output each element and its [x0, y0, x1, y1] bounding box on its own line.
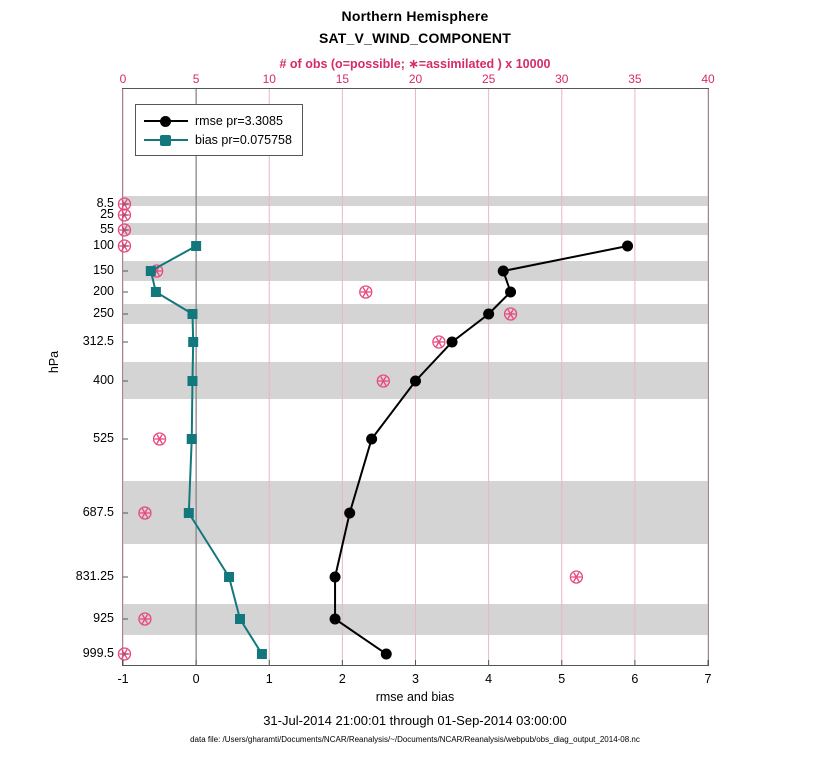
- y-tick-label: 25: [100, 207, 114, 221]
- y-tick-label: 8.5: [96, 196, 114, 210]
- top-axis-title: # of obs (o=possible; ∗=assimilated ) x 10000: [279, 57, 551, 71]
- top-x-tick-label: 0: [119, 72, 127, 86]
- chart-title-line2: SAT_V_WIND_COMPONENT: [319, 30, 511, 46]
- plot-layers: [123, 89, 708, 665]
- x-tick-label: 2: [338, 672, 346, 686]
- x-tick-label: 6: [631, 672, 639, 686]
- y-tick-label: 831.25: [75, 569, 114, 583]
- legend-label-bias: bias pr=0.075758: [195, 132, 292, 147]
- top-x-tick-label: 30: [555, 72, 569, 86]
- legend-item-bias: [144, 130, 292, 149]
- top-x-tick-label: 5: [192, 72, 200, 86]
- x-axis-title: rmse and bias: [375, 690, 455, 704]
- x-tick-label: 7: [704, 672, 712, 686]
- legend-item-rmse: [144, 111, 292, 130]
- legend-label-rmse: rmse pr=3.3085: [195, 113, 283, 128]
- top-x-tick-label: 40: [701, 72, 715, 86]
- y-tick-label: 150: [93, 263, 114, 277]
- y-tick-label: 312.5: [82, 334, 114, 348]
- y-tick-label: 100: [93, 238, 114, 252]
- x-tick-label: -1: [117, 672, 129, 686]
- y-tick-label: 687.5: [82, 505, 114, 519]
- x-tick-label: 4: [485, 672, 493, 686]
- y-tick-label: 55: [100, 222, 114, 236]
- top-x-tick-label: 20: [408, 72, 423, 86]
- plot-area: [122, 88, 709, 666]
- top-x-tick-label: 35: [628, 72, 642, 86]
- y-tick-label: 200: [93, 284, 114, 298]
- top-x-tick-label: 25: [481, 72, 496, 86]
- x-tick-label: 1: [265, 672, 273, 686]
- x-tick-label: 3: [412, 672, 419, 686]
- y-tick-label: 525: [93, 431, 114, 445]
- y-tick-label: 400: [93, 373, 114, 387]
- chart-title-line1: Northern Hemisphere: [341, 8, 489, 24]
- legend-swatch-bias: [144, 134, 188, 146]
- legend-swatch-rmse: [144, 115, 188, 127]
- legend: [135, 104, 303, 156]
- y-tick-label: 925: [93, 611, 114, 625]
- top-x-tick-label: 10: [262, 72, 276, 86]
- x-tick-label: 5: [558, 672, 566, 686]
- footer-time-range: 31-Jul-2014 21:00:01 through 01-Sep-2014 03:00:00: [263, 713, 567, 728]
- y-axis-title: hPa: [47, 350, 61, 374]
- top-x-tick-label: 15: [335, 72, 350, 86]
- y-tick-label: 999.5: [82, 646, 114, 660]
- footer-data-file: data file: /Users/gharamti/Documents/NCAR/Reanalysis/~/Documents/NCAR/Reanalysis/webpub/obs_diag_output_2014-08.nc: [190, 735, 640, 744]
- x-tick-label: 0: [192, 672, 200, 686]
- y-tick-label: 250: [93, 306, 114, 320]
